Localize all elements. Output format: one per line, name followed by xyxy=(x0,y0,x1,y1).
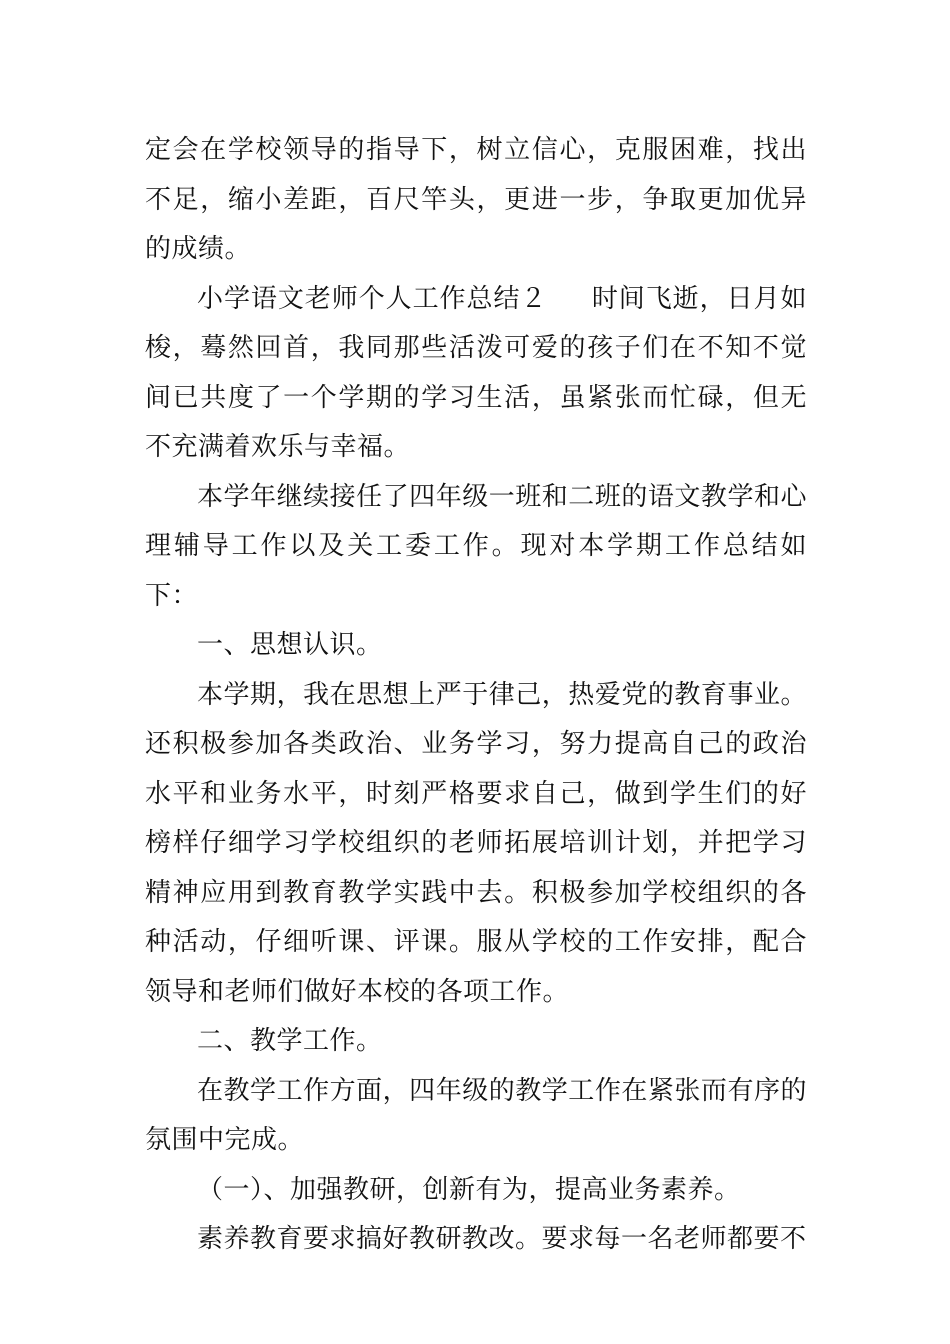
subheading-research: （一）、加强教研，创新有为，提高业务素养。 xyxy=(197,1174,741,1205)
paragraph-7: 在教学工作方面，四年级的教学工作在紧张而有序的氛围中完成。 xyxy=(145,1075,807,1155)
paragraph-2 xyxy=(145,275,807,473)
paragraph-2-text: 时间飞逝，日月如梭，蓦然回首，我同那些活泼可爱的孩子们在不知不觉间已共度了一个学期的学习生活，虽紧张而忙碌，但无不充满着欢乐与幸福。 xyxy=(145,283,807,462)
heading-teaching: 二、教学工作。 xyxy=(197,1026,383,1056)
paragraph-1: 定会在学校领导的指导下，树立信心，克服困难，找出不足，缩小差距，百尺竿头，更进一步，争取更加优异的成绩。 xyxy=(145,135,807,264)
paragraph-3: 本学年继续接任了四年级一班和二班的语文教学和心理辅导工作以及关工委工作。现对本学期工作总结如下： xyxy=(145,481,807,611)
heading-thought: 一、思想认识。 xyxy=(197,630,383,660)
section-title: 小学语文老师个人工作总结２ xyxy=(197,283,548,314)
paragraph-9: 素养教育要求搞好教研教改。要求每一名老师都要不 xyxy=(197,1224,807,1254)
paragraph-5: 本学期，我在思想上严于律己，热爱党的教育事业。还积极参加各类政治、业务学习，努力提高自己的政治水平和业务水平，时刻严格要求自己，做到学生们的好榜样仔细学习学校组织的老师拓展培训计划，并把学习精神应用到教育教学实践中去。积极参加学校组织的各种活动，仔细听课、评课。服从学校的工作安排，配合领导和老师们做好本校的各项工作。 xyxy=(145,679,807,1007)
document-body xyxy=(145,126,807,1265)
